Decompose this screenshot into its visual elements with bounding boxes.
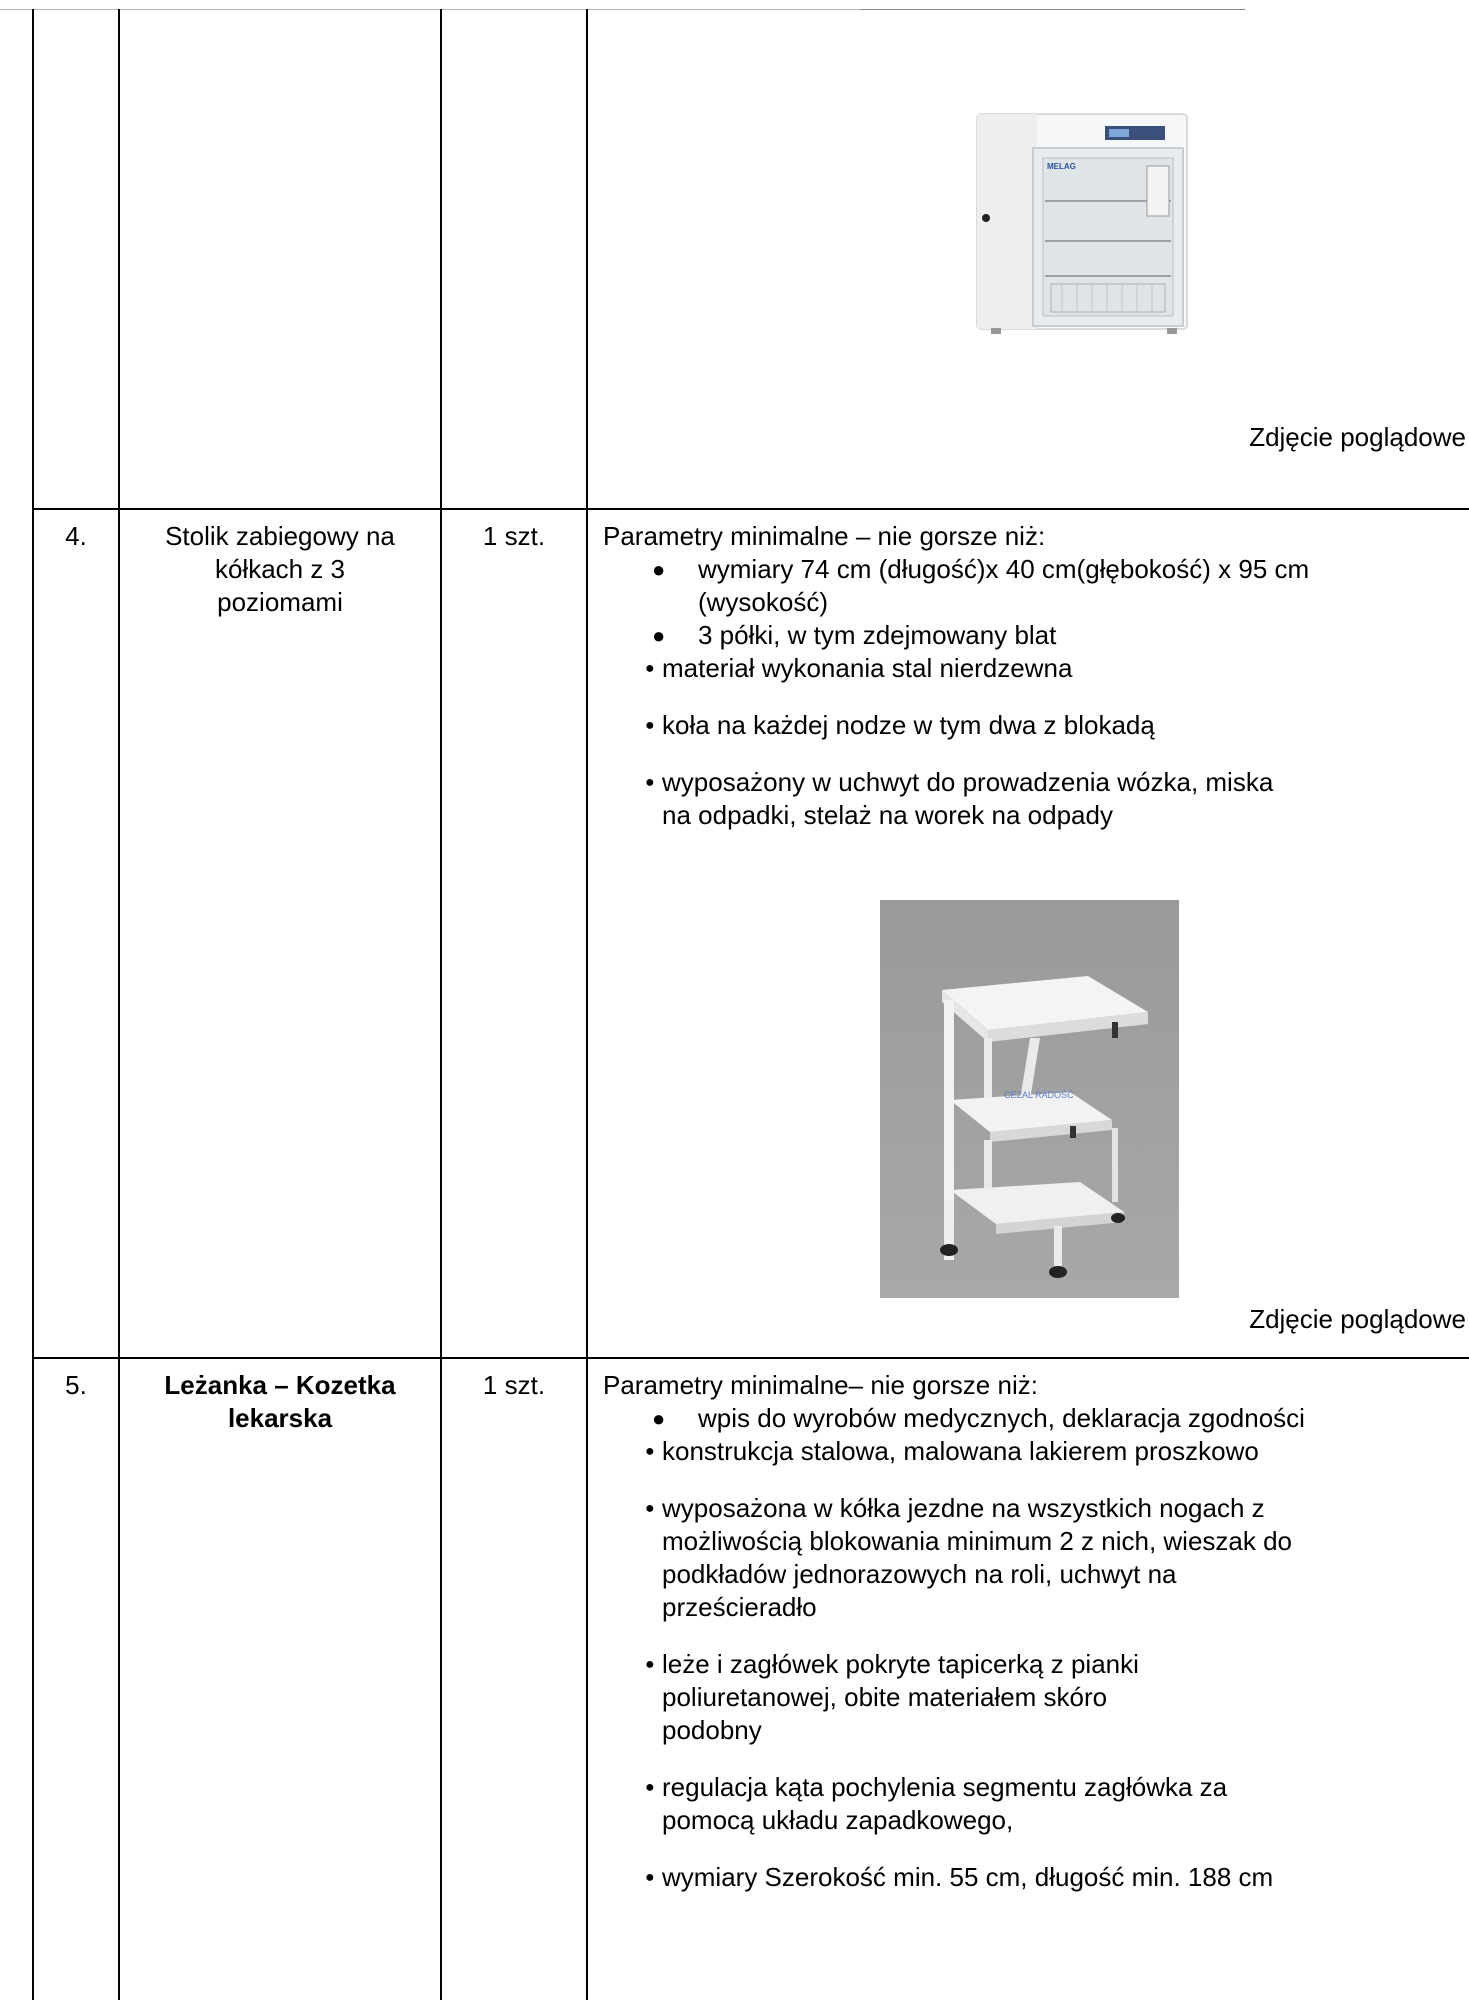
col-border-3 [586,9,588,2000]
cart-photo [880,900,1179,1298]
row5-spec-5: regulacja kąta pochylenia segmentu zagłówka za [662,1772,1228,1802]
row5-number: 5. [65,1370,87,1400]
row4-spec-4: koła na każdej nodze w tym dwa z blokadą [662,710,1155,740]
col-border-1 [118,9,120,2000]
row5-spec-3-cont-1: możliwością blokowania minimum 2 z nich, wieszak do [662,1526,1293,1556]
bullet-icon: ● [645,774,655,791]
row-border-1 [32,508,1469,510]
bullet-icon: ● [645,1779,655,1796]
bullet-icon: ● [652,1406,666,1431]
row5-spec-3: wyposażona w kółka jezdne na wszystkich nogach z [662,1493,1265,1523]
bullet-icon: ● [652,623,666,648]
row4-item-name [120,520,440,619]
row5-intro: Parametry minimalne– nie gorsze niż: [603,1370,1038,1400]
cart-watermark: CEZAL RADOŚĆ [1004,1090,1074,1100]
row4-spec-1-cont: (wysokość) [698,587,829,617]
row4-number: 4. [65,521,87,551]
row4-spec-1: wymiary 74 cm (długość)x 40 cm(głębokość) x 95 cm [698,554,1310,584]
row5-spec-6: wymiary Szerokość min. 55 cm, długość min. 188 cm [662,1862,1274,1892]
fridge-brand-label: MELAG [1047,162,1076,171]
row4-quantity: 1 szt. [482,521,546,551]
bullet-icon: ● [645,717,655,734]
row4-spec-5-cont: na odpadki, stelaż na worek na odpady [662,800,1113,830]
bullet-icon: ● [645,1656,655,1673]
bullet-icon: ● [645,1443,655,1460]
col-border-0 [32,9,34,2000]
table-border-top [860,9,1245,10]
table-border-top-left [0,9,860,10]
row5-item-name [120,1369,440,1435]
bullet-icon: ● [645,660,655,677]
row4-spec-3: materiał wykonania stal nierdzewna [662,653,1073,683]
col-border-2 [440,9,442,2000]
row4-name-line-3: poziomami [217,587,343,617]
row5-spec-3-cont-2: podkładów jednorazowych na roli, uchwyt na [662,1559,1177,1589]
row5-spec-2: konstrukcja stalowa, malowana lakierem proszkowo [662,1436,1259,1466]
row4-intro: Parametry minimalne – nie gorsze niż: [603,521,1046,551]
photo-caption-row4: Zdjęcie poglądowe [1249,1304,1466,1334]
row5-spec-4-cont-1: poliuretanowej, obite materiałem skóro [662,1682,1108,1712]
row5-spec-4: leże i zagłówek pokryte tapicerką z pianki [662,1649,1139,1679]
row5-spec-1: wpis do wyrobów medycznych, deklaracja zgodności [698,1403,1305,1433]
row5-spec-3-cont-3: prześcieradło [662,1592,817,1622]
row4-name-line-2: kółkach z 3 [214,554,346,584]
row5-name-line-2: lekarska [227,1403,333,1433]
row5-quantity: 1 szt. [482,1370,546,1400]
bullet-icon: ● [652,557,666,582]
bullet-icon: ● [645,1869,655,1886]
row4-spec-2: 3 półki, w tym zdejmowany blat [698,620,1057,650]
bullet-icon: ● [645,1500,655,1517]
row4-spec-5: wyposażony w uchwyt do prowadzenia wózka, miska [662,767,1274,797]
row5-name-line-1: Leżanka – Kozetka [164,1370,396,1400]
fridge-photo [967,106,1193,340]
row4-name-line-1: Stolik zabiegowy na [165,521,395,551]
row5-spec-5-cont: pomocą układu zapadkowego, [662,1805,1014,1835]
photo-caption-row1: Zdjęcie poglądowe [1249,422,1466,452]
row-border-2 [32,1357,1469,1359]
row5-spec-4-cont-2: podobny [662,1715,762,1745]
